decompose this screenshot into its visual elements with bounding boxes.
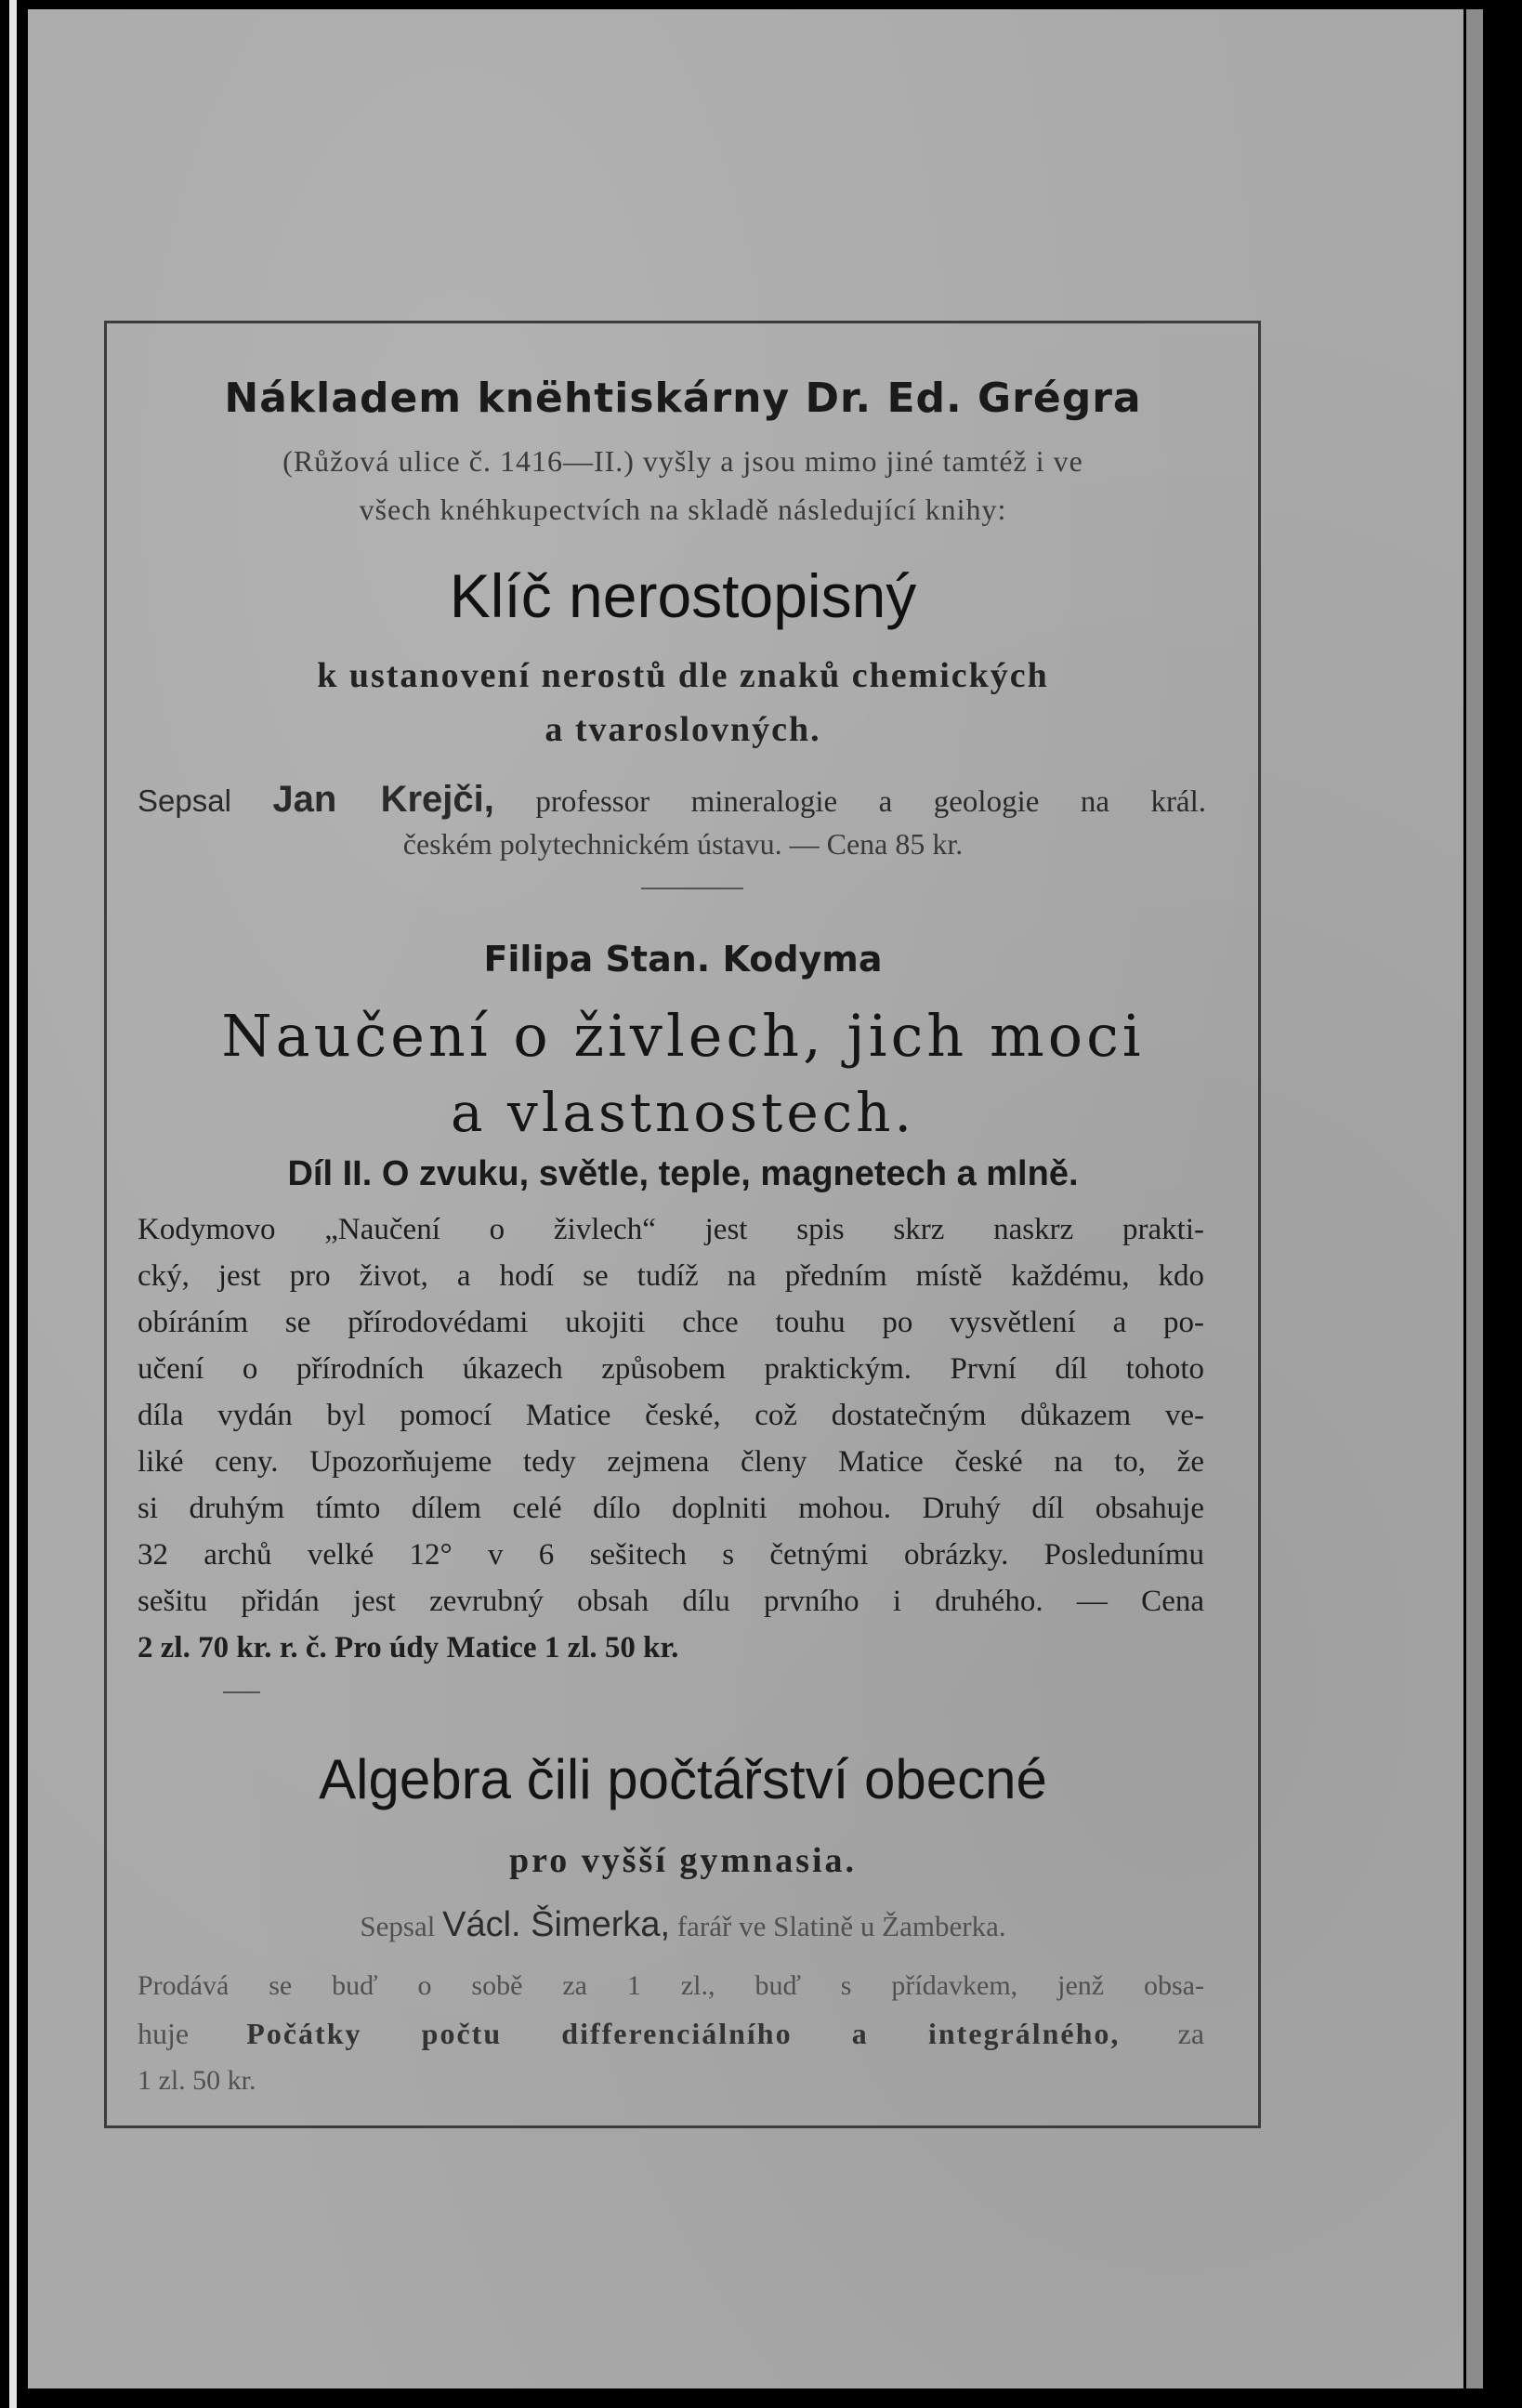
book1-author-name: Jan Krejči,	[272, 779, 494, 820]
separator-rule-2	[223, 1691, 260, 1693]
book3-author-prefix: Sepsal	[360, 1910, 436, 1942]
publisher-address-line-1: (Růžová ulice č. 1416—II.) vyšly a jsou mimo jiné tamtéž i ve	[282, 444, 1083, 478]
book2-title-line-2: a vlastnostech.	[451, 1081, 915, 1144]
book2-description-line: cký, jest pro život, a hodí se tudíž na předním místě každému, kdo	[138, 1259, 1204, 1293]
book3-author-line	[107, 1905, 1259, 1945]
book3-sale-bold: Počátky počtu differenciálního a integrálného,	[246, 2017, 1121, 2050]
book1-title: Klíč nerostopisný	[449, 561, 917, 630]
book2-description-line: díla vydán byl pomocí Matice české, což dostatečným důkazem ve-	[138, 1399, 1204, 1432]
book3-sale-line-3: 1 zl. 50 kr.	[138, 2065, 256, 2096]
page-edge-shadow	[1466, 9, 1483, 2388]
book3-sale-prefix: huje	[138, 2017, 190, 2050]
book1-author-line-1	[138, 779, 1206, 821]
book2-description-line: obíráním se přírodovédami ukojiti chce touhu po vysvětlení a po-	[138, 1306, 1204, 1339]
book3-sale-suffix: za	[1177, 2017, 1205, 2050]
book3-sale-line-1: Prodává se buď o sobě za 1 zl., buď s přídavkem, jenž obsa-	[138, 1970, 1204, 2001]
book2-price-line: 2 zl. 70 kr. r. č. Pro údy Matice 1 zl. 50 kr.	[138, 1631, 679, 1665]
book2-description-line: liké ceny. Upozorňujeme tedy zejmena členy Matice české na to, že	[138, 1445, 1204, 1479]
book1-subtitle-line-2: a tvaroslovných.	[545, 710, 821, 749]
book1-subtitle-line-1: k ustanovení nerostů dle znaků chemických	[317, 656, 1049, 695]
book3-sale-line-2	[138, 2017, 1204, 2051]
book2-description-line: si druhým tímto dílem celé dílo doplniti mohou. Druhý díl obsahuje	[138, 1492, 1204, 1525]
separator-rule-1	[641, 888, 743, 889]
publisher-address-line-2: všech knéhkupectvích na skladě následující knihy:	[359, 493, 1007, 526]
book1-author-line-2: českém polytechnickém ústavu. — Cena 85 kr.	[402, 827, 964, 861]
book2-description-line: sešitu přidán jest zevrubný obsah dílu prvního i druhého. — Cena	[138, 1585, 1204, 1618]
book2-description-line: Kodymovo „Naučení o živlech“ jest spis skrz naskrz prakti-	[138, 1213, 1204, 1246]
publisher-heading: Nákladem knëhtiskárny Dr. Ed. Grégra	[224, 375, 1142, 422]
book2-title-line-1: Naučení o živlech, jich moci	[221, 1002, 1145, 1070]
book2-description-line: učení o přírodních úkazech způsobem praktickým. První díl tohoto	[138, 1352, 1204, 1386]
book2-description-line: 32 archů velké 12° v 6 sešitech s četnými obrázky. Posledunímu	[138, 1538, 1204, 1572]
book1-author-rest: professor mineralogie a geologie na král.	[535, 785, 1206, 819]
book2-author: Filipa Stan. Kodyma	[483, 939, 883, 980]
book3-author-name: Václ. Šimerka,	[442, 1905, 671, 1944]
book3-subtitle: pro vyšší gymnasia.	[508, 1841, 858, 1880]
book3-title: Algebra čili počtářství obecné	[319, 1748, 1047, 1810]
book2-part: Díl II. O zvuku, světle, teple, magnetech a mlně.	[287, 1154, 1079, 1193]
book1-author-prefix: Sepsal	[138, 783, 231, 818]
book3-author-rest: farář ve Slatině u Žamberka.	[676, 1910, 1006, 1942]
film-edge	[9, 0, 17, 2408]
